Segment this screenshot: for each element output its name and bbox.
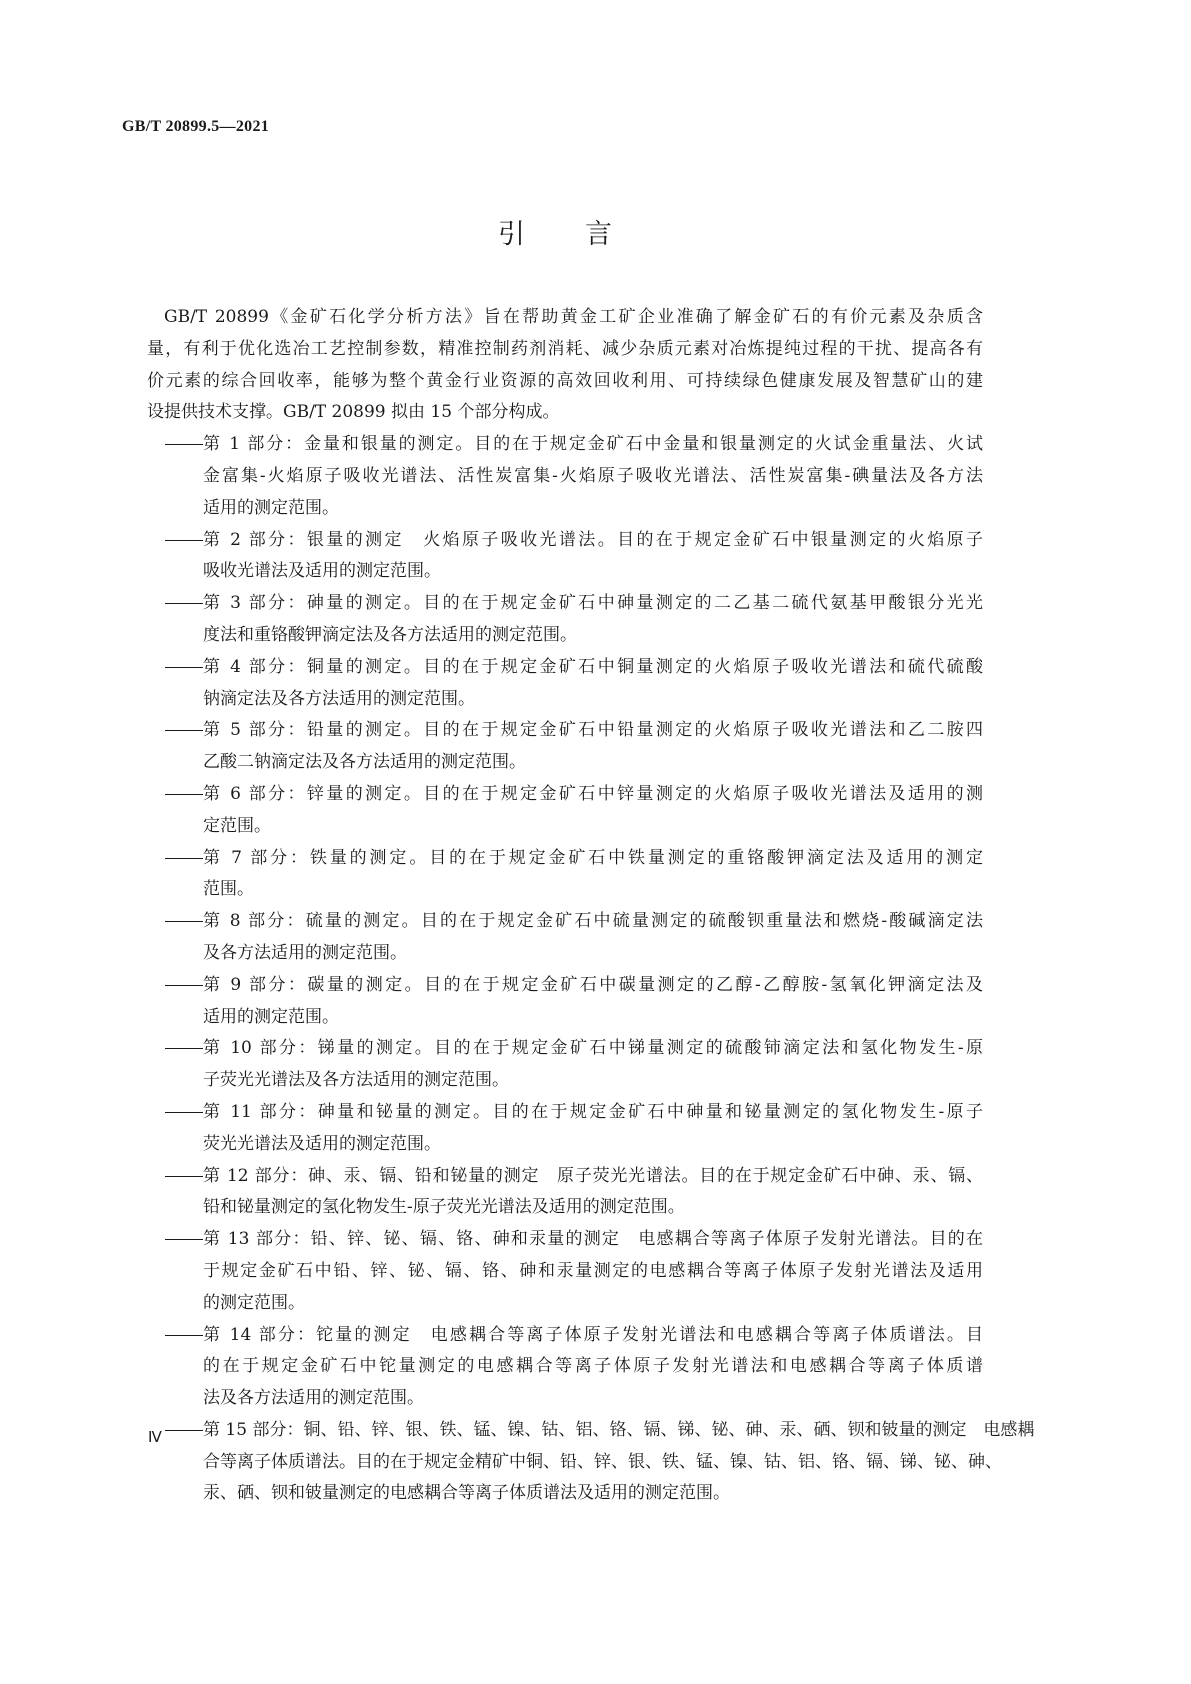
standard-number-header: GB/T 20899.5—2021 bbox=[122, 118, 270, 135]
text-line: 第 4 部分：铜量的测定。目的在于规定金矿石中铜量测定的火焰原子吸收光谱法和硫代硫酸 bbox=[203, 656, 983, 677]
em-dash-bullet bbox=[165, 1048, 203, 1049]
text-line: 及各方法适用的测定范围。 bbox=[203, 942, 407, 963]
em-dash-bullet bbox=[165, 1335, 203, 1336]
em-dash-bullet bbox=[165, 1239, 203, 1240]
page-number: Ⅳ bbox=[148, 1430, 162, 1446]
list-item bbox=[147, 906, 983, 970]
text-line: 金富集-火焰原子吸收光谱法、活性炭富集-火焰原子吸收光谱法、活性炭富集-碘量法及各方法 bbox=[203, 465, 983, 486]
list-item bbox=[147, 1161, 983, 1225]
text-line: 第 11 部分：砷量和铋量的测定。目的在于规定金矿石中砷量和铋量测定的氢化物发生-原子 bbox=[203, 1101, 983, 1122]
text-line: 子荧光光谱法及各方法适用的测定范围。 bbox=[203, 1070, 509, 1091]
list-item bbox=[147, 1415, 1035, 1510]
list-item bbox=[147, 779, 983, 843]
intro-paragraph bbox=[147, 302, 983, 429]
text-line: 乙酸二钠滴定法及各方法适用的测定范围。 bbox=[203, 752, 526, 773]
list-item bbox=[147, 525, 983, 589]
em-dash-bullet bbox=[165, 1176, 203, 1177]
em-dash-bullet bbox=[165, 444, 203, 445]
text-line: 于规定金矿石中铅、锌、铋、镉、铬、砷和汞量测定的电感耦合等离子体原子发射光谱法及适用 bbox=[203, 1260, 983, 1281]
text-line: 合等离子体质谱法。目的在于规定金精矿中铜、铅、锌、银、铁、锰、镍、钴、铝、铬、镉、锑、铋、砷、 bbox=[203, 1451, 1002, 1472]
em-dash-bullet bbox=[165, 985, 203, 986]
em-dash-bullet bbox=[165, 858, 203, 859]
em-dash-bullet bbox=[165, 730, 203, 731]
em-dash-bullet bbox=[165, 603, 203, 604]
text-line: 第 14 部分：铊量的测定 电感耦合等离子体原子发射光谱法和电感耦合等离子体质谱法。目 bbox=[203, 1324, 983, 1345]
text-line: 适用的测定范围。 bbox=[203, 1006, 339, 1027]
text-line: 第 10 部分：锑量的测定。目的在于规定金矿石中锑量测定的硫酸铈滴定法和氢化物发生-原 bbox=[203, 1038, 983, 1059]
text-line: 第 8 部分：硫量的测定。目的在于规定金矿石中硫量测定的硫酸钡重量法和燃烧-酸碱滴定法 bbox=[203, 911, 983, 932]
em-dash-bullet bbox=[165, 1112, 203, 1113]
page-title: 引言 bbox=[498, 219, 672, 250]
text-line: 钠滴定法及各方法适用的测定范围。 bbox=[203, 688, 475, 709]
em-dash-bullet bbox=[165, 667, 203, 668]
text-line: 第 7 部分：铁量的测定。目的在于规定金矿石中铁量测定的重铬酸钾滴定法及适用的测定 bbox=[203, 847, 983, 868]
text-line: 汞、硒、钡和铍量测定的电感耦合等离子体质谱法及适用的测定范围。 bbox=[203, 1483, 730, 1504]
text-line: 的在于规定金矿石中铊量测定的电感耦合等离子体原子发射光谱法和电感耦合等离子体质谱 bbox=[203, 1356, 983, 1377]
em-dash-bullet bbox=[165, 794, 203, 795]
text-line: 铅和铋量测定的氢化物发生-原子荧光光谱法及适用的测定范围。 bbox=[203, 1197, 685, 1218]
list-item bbox=[147, 715, 983, 779]
text-line: 第 1 部分：金量和银量的测定。目的在于规定金矿石中金量和银量测定的火试金重量法、火试 bbox=[203, 434, 983, 455]
text-line: 法及各方法适用的测定范围。 bbox=[203, 1388, 424, 1409]
text-line: 第 15 部分：铜、铅、锌、银、铁、锰、镍、钴、铝、铬、镉、锑、铋、砷、汞、硒、钡和铍量的测定 电感耦 bbox=[203, 1419, 1035, 1440]
parts-list bbox=[147, 429, 1035, 1510]
list-item bbox=[147, 1033, 983, 1097]
text-line: 定范围。 bbox=[203, 815, 271, 836]
list-item bbox=[147, 843, 983, 907]
text-line: 度法和重铬酸钾滴定法及各方法适用的测定范围。 bbox=[203, 624, 577, 645]
text-line: 范围。 bbox=[203, 879, 254, 900]
list-item bbox=[147, 588, 983, 652]
list-item bbox=[147, 1097, 983, 1161]
text-line: 荧光光谱法及适用的测定范围。 bbox=[203, 1133, 441, 1154]
list-item bbox=[147, 429, 983, 524]
list-item bbox=[147, 1224, 983, 1319]
list-item bbox=[147, 970, 983, 1034]
text-line: 的测定范围。 bbox=[203, 1292, 305, 1313]
text-line: 第 5 部分：铅量的测定。目的在于规定金矿石中铅量测定的火焰原子吸收光谱法和乙二胺四 bbox=[203, 720, 983, 741]
em-dash-bullet bbox=[165, 921, 203, 922]
text-line: 第 3 部分：砷量的测定。目的在于规定金矿石中砷量测定的二乙基二硫代氨基甲酸银分光光 bbox=[203, 593, 983, 614]
text-line: GB/T 20899《金矿石化学分析方法》旨在帮助黄金工矿企业准确了解金矿石的有价元素及杂质含 bbox=[164, 307, 983, 327]
text-line: 价元素的综合回收率，能够为整个黄金行业资源的高效回收利用、可持续绿色健康发展及智慧矿山的建 bbox=[147, 370, 983, 391]
text-line: 第 9 部分：碳量的测定。目的在于规定金矿石中碳量测定的乙醇-乙醇胺-氢氧化钾滴定法及 bbox=[203, 974, 983, 995]
em-dash-bullet bbox=[165, 1430, 203, 1431]
document-body bbox=[147, 302, 1035, 1510]
text-line: 第 2 部分：银量的测定 火焰原子吸收光谱法。目的在于规定金矿石中银量测定的火焰原子 bbox=[203, 529, 983, 550]
text-line: 适用的测定范围。 bbox=[203, 497, 339, 518]
text-line: 第 12 部分：砷、汞、镉、铅和铋量的测定 原子荧光光谱法。目的在于规定金矿石中砷、汞、镉、 bbox=[203, 1165, 983, 1186]
text-line: 第 6 部分：锌量的测定。目的在于规定金矿石中锌量测定的火焰原子吸收光谱法及适用的测 bbox=[203, 783, 983, 804]
em-dash-bullet bbox=[165, 540, 203, 541]
text-line: 第 13 部分：铅、锌、铋、镉、铬、砷和汞量的测定 电感耦合等离子体原子发射光谱法。目的在 bbox=[203, 1229, 983, 1250]
text-line: 吸收光谱法及适用的测定范围。 bbox=[203, 561, 441, 582]
list-item bbox=[147, 652, 983, 716]
list-item bbox=[147, 1320, 983, 1415]
text-line: 量，有利于优化选冶工艺控制参数，精准控制药剂消耗、减少杂质元素对冶炼提纯过程的干扰、提高各有 bbox=[147, 338, 983, 359]
text-line: 设提供技术支撑。GB/T 20899 拟由 15 个部分构成。 bbox=[147, 402, 560, 423]
